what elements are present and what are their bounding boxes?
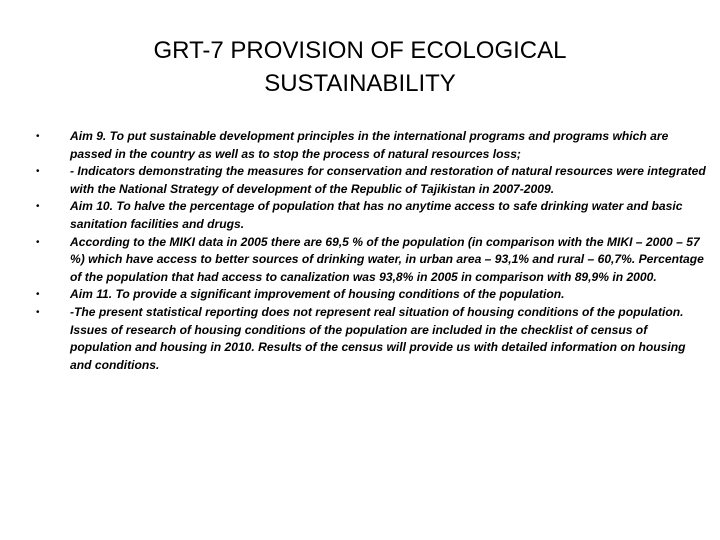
bullet-text: According to the MIKI data in 2005 there are 69,5 % of the population (in comparison with the MIKI – 2000 – 57 %) which have access to better sources of drinking water, in urban area – 93,1% and rural – 60,7%. Percentage of the population that had access to canalization was 93,8% in 2005 in comparison with 89,9% in 2000. (70, 234, 704, 284)
bullet-dot-icon: • (36, 131, 40, 142)
bullet-item-statistical-reporting (36, 304, 708, 374)
bullet-dot-icon: • (36, 289, 40, 301)
bullet-dot-icon: • (36, 306, 40, 318)
slide-title (60, 34, 660, 100)
bullet-item-aim-9 (36, 128, 708, 163)
bullet-item-indicators (36, 163, 708, 198)
title-line-1: GRT-7 PROVISION OF ECOLOGICAL (153, 37, 567, 64)
bullet-dot-icon: • (36, 236, 40, 248)
bullet-text: Aim 11. To provide a significant improvement of housing conditions of the population. (70, 287, 565, 302)
bullet-item-miki-data (36, 234, 708, 287)
bullet-text: - Indicators demonstrating the measures for conservation and restoration of natural resources were integrated with the National Strategy of development of the Republic of Tajikistan in 2007-2009. (70, 164, 706, 196)
bullet-item-aim-11 (36, 286, 708, 304)
bullet-text: Aim 10. To halve the percentage of population that has no anytime access to safe drinking water and basic sanitation facilities and drugs. (70, 199, 683, 231)
bullet-list (36, 128, 708, 374)
bullet-dot-icon: • (36, 166, 40, 178)
bullet-dot-icon: • (36, 201, 40, 213)
bullet-item-aim-10 (36, 198, 708, 233)
bullet-text: -The present statistical reporting does not represent real situation of housing conditions of the population. Issues of research of housing conditions of the population are included in the checklist of census of population and housing in 2010. Results of the census will provide us with detailed information on housing and conditions. (70, 304, 686, 372)
bullet-text: Aim 9. To put sustainable development principles in the international programs and programs which are passed in the country as well as to stop the process of natural resources loss; (70, 129, 669, 161)
title-line-2: SUSTAINABILITY (264, 70, 456, 97)
